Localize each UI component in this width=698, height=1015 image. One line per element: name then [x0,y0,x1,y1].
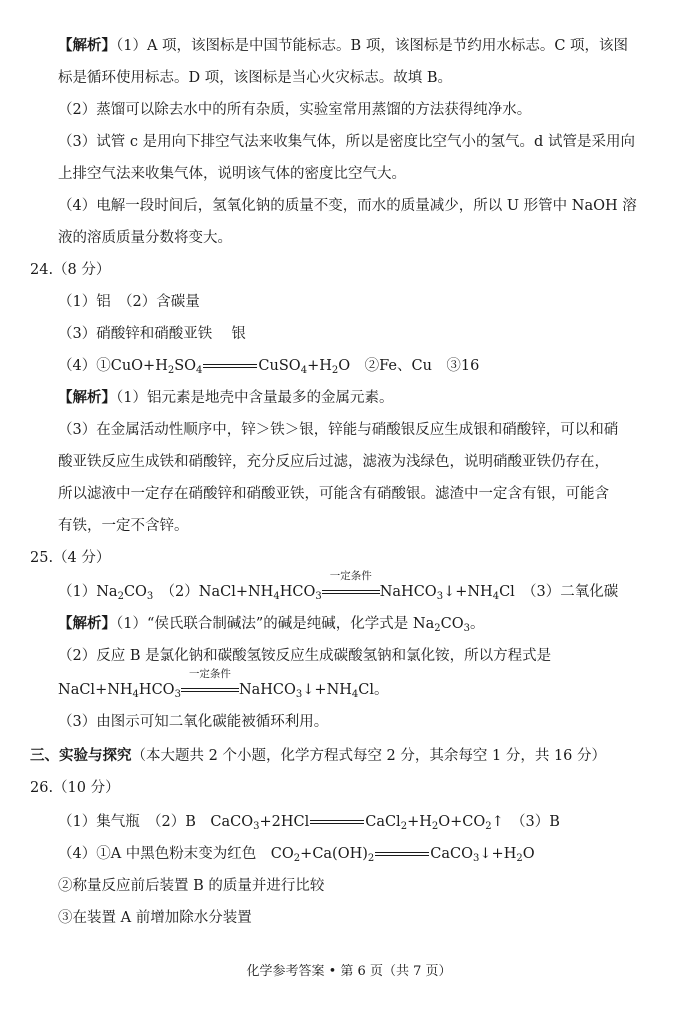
equation-line: （4）①A 中黑色粉末变为红色 $CO_2+Ca(OH)_2$ $CaCO_3↓+H_2O$ [58,846,535,864]
text-line: 所以滤液中一定存在硝酸锌和硝酸亚铁，可能含有硝酸银。滤渣中一定含有银，可能含 [58,486,609,502]
equation-line: $NaCl+NH_4HCO_3$ 一定条件 $NaHCO_3↓+NH_4Cl$。 [58,668,389,700]
equals-sign [310,820,364,824]
equation-line: （1）集气瓶 （2）B CaCO$_3$+2HCl $CaCl_2+H_2O+CO_2↑$ （3）B [58,814,560,832]
answer-line: ②称量反应前后装置 B 的质量并进行比较 [58,878,325,894]
text-line: 液的溶质质量分数将变大。 [58,230,232,246]
question-24-heading: 24.（8 分） [30,262,111,278]
text-line: （2）蒸馏可以除去水中的所有杂质，实验室常用蒸馏的方法获得纯净水。 [58,102,532,118]
text-line: （3）由图示可知二氧化碳能被循环利用。 [58,714,329,730]
text-line: （4）电解一段时间后，氢氧化钠的质量不变，而水的质量减少，所以 U 形管中 NaOH 溶 [58,198,637,214]
text-line: （3）在金属活动性顺序中，锌＞铁＞银，锌能与硝酸银反应生成银和硝酸锌，可以和硝 [58,422,619,438]
page-footer: 化学参考答案 • 第 6 页（共 7 页） [246,964,452,979]
text-line: 标是循环使用标志。D 项，该图标是当心火灾标志。故填 B。 [58,70,452,86]
text-line: 酸亚铁反应生成铁和硝酸锌，充分反应后过滤，滤液为浅绿色，说明硝酸亚铁仍存在， [58,454,609,470]
analysis-line: 【解析】（1）铝元素是地壳中含量最多的金属元素。 [58,389,394,406]
text-line: 上排空气法来收集气体，说明该气体的密度比空气大。 [58,166,406,182]
analysis-line: 【解析】（1）“侯氏联合制碱法”的碱是纯碱，化学式是 $Na_2CO_3$。 [58,615,485,634]
analysis-line: 【解析】（1）A 项，该图标是中国节能标志。B 项，该图标是节约用水标志。C 项，该图 [58,37,629,54]
answer-line: （3）硝酸锌和硝酸亚铁 银 [58,326,246,342]
answer-line: （1）铝 （2）含碳量 [58,294,200,310]
question-26-heading: 26.（10 分） [30,780,120,796]
equals-sign [203,364,257,368]
text-line: （3）试管 c 是用向下排空气法来收集气体，所以是密度比空气小的氢气。d 试管是采用向 [58,134,635,150]
answer-line: ③在装置 A 前增加除水分装置 [58,910,252,926]
equals-sign [375,852,429,856]
reaction-condition-arrow: 一定条件 [181,680,239,700]
reaction-condition-arrow: 一定条件 [322,582,380,602]
equation-line: $(4)①CuO+H_2SO_4$ $CuSO_4+H_2O$ ②Fe、Cu ③16 [58,358,480,376]
equation-line: $(1)Na_2CO_3$ $(2)NaCl+NH_4HCO_3$ 一定条件 $NaHCO_3↓+NH_4Cl$ （3）二氧化碳 [58,570,619,602]
text-line: （2）反应 B 是氯化钠和碳酸氢铵反应生成碳酸氢钠和氯化铵，所以方程式是 [58,648,552,664]
question-25-heading: 25.（4 分） [30,550,111,566]
section-3-heading: 三、实验与探究（本大题共 2 个小题，化学方程式每空 2 分，其余每空 1 分，共 16 分） [30,747,606,764]
text-line: 有铁，一定不含锌。 [58,518,189,534]
